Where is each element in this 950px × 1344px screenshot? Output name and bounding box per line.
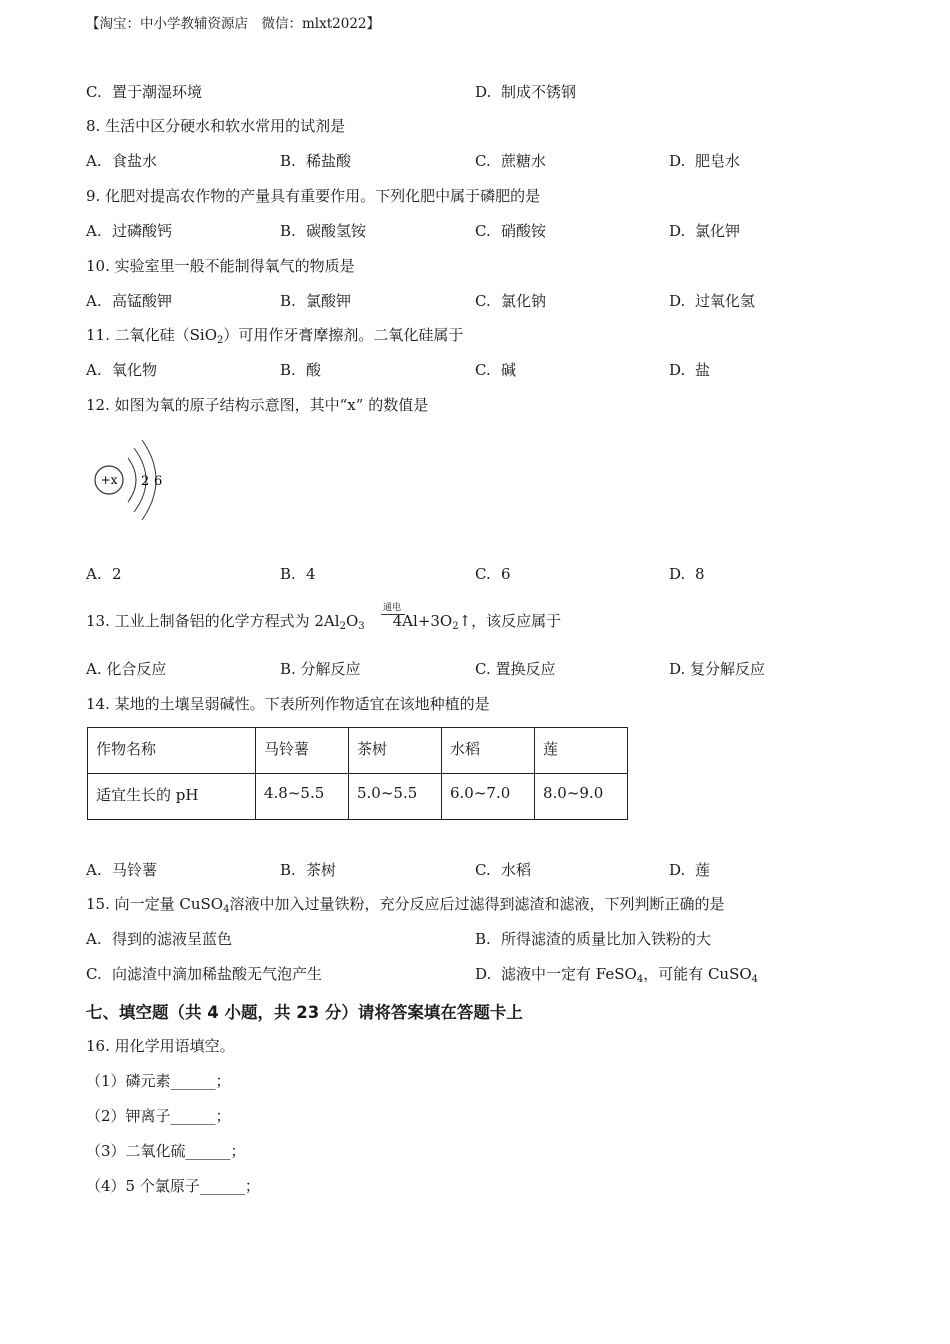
- q12-option-d[interactable]: D. 8: [669, 565, 705, 583]
- q14-stem: 14. 某地的土壤呈弱碱性。下表所列作物适宜在该地种植的是: [86, 695, 490, 713]
- table-cell: 8.0~9.0: [535, 774, 628, 820]
- q9-stem: 9. 化肥对提高农作物的产量具有重要作用。下列化肥中属于磷肥的是: [86, 187, 541, 205]
- table-cell: 马铃薯: [256, 728, 349, 774]
- q9-option-a[interactable]: A. 过磷酸钙: [86, 222, 173, 240]
- q15-option-a[interactable]: A. 得到的滤液呈蓝色: [86, 930, 233, 948]
- page-header: 【淘宝：中小学教辅资源店 微信：mlxt2022】: [86, 16, 381, 32]
- table-cell: 4.8~5.5: [256, 774, 349, 820]
- q7-option-d[interactable]: D. 制成不锈钢: [475, 83, 577, 101]
- q16-item-1[interactable]: （1）磷元素______；: [86, 1072, 231, 1090]
- q12-stem: 12. 如图为氧的原子结构示意图，其中“x” 的数值是: [86, 396, 429, 414]
- q8-option-c[interactable]: C. 蔗糖水: [475, 152, 547, 170]
- section-heading: 七、填空题（共 4 小题，共 23 分）请将答案填在答题卡上: [86, 1003, 523, 1022]
- q15-option-b[interactable]: B. 所得滤渣的质量比加入铁粉的大: [475, 930, 712, 948]
- shell-2-electrons: 6: [154, 474, 163, 489]
- table-cell: 6.0~7.0: [442, 774, 535, 820]
- q16-item-4[interactable]: （4）5 个氯原子______；: [86, 1177, 260, 1195]
- q11-option-d[interactable]: D. 盐: [669, 361, 711, 379]
- table-header-row: [88, 728, 628, 774]
- oxygen-atom-diagram: [92, 438, 182, 522]
- q7-option-c[interactable]: C. 置于潮湿环境: [86, 83, 203, 101]
- q16-stem: 16. 用化学用语填空。: [86, 1037, 235, 1055]
- q12-option-b[interactable]: B. 4: [280, 565, 316, 583]
- table-cell: 5.0~5.5: [349, 774, 442, 820]
- q13-option-d[interactable]: D. 复分解反应: [669, 660, 766, 678]
- table-cell: 莲: [535, 728, 628, 774]
- q9-option-b[interactable]: B. 碳酸氢铵: [280, 222, 367, 240]
- shell-1-electrons: 2: [141, 474, 150, 489]
- reaction-condition: 通电: [383, 603, 402, 613]
- table-cell: 作物名称: [88, 728, 256, 774]
- q11-option-b[interactable]: B. 酸: [280, 361, 322, 379]
- q14-option-b[interactable]: B. 茶树: [280, 861, 337, 879]
- q14-option-c[interactable]: C. 水稻: [475, 861, 532, 879]
- q13-option-a[interactable]: A. 化合反应: [86, 660, 167, 678]
- table-cell: 适宜生长的 pH: [88, 774, 256, 820]
- q16-item-2[interactable]: （2）钾离子______；: [86, 1107, 231, 1125]
- q10-option-b[interactable]: B. 氯酸钾: [280, 292, 352, 310]
- q16-item-3[interactable]: （3）二氧化硫______；: [86, 1142, 246, 1160]
- q9-option-c[interactable]: C. 硝酸铵: [475, 222, 547, 240]
- q8-stem: 8. 生活中区分硬水和软水常用的试剂是: [86, 117, 346, 135]
- table-cell: 茶树: [349, 728, 442, 774]
- q10-stem: 10. 实验室里一般不能制得氧气的物质是: [86, 257, 355, 275]
- q8-option-b[interactable]: B. 稀盐酸: [280, 152, 352, 170]
- reaction-equals-line: [381, 614, 405, 615]
- q10-option-c[interactable]: C. 氯化钠: [475, 292, 547, 310]
- q14-option-d[interactable]: D. 莲: [669, 861, 711, 879]
- table-row: [88, 774, 628, 820]
- ph-table: [87, 727, 628, 820]
- q11-stem: 11. 二氧化硅（SiO$_2$）可用作牙膏摩擦剂。二氧化硅属于: [86, 326, 464, 346]
- q13-option-b[interactable]: B. 分解反应: [280, 660, 361, 678]
- q15-option-d[interactable]: D. 滤液中一定有 FeSO$_4$，可能有 CuSO$_4$: [475, 965, 759, 985]
- q12-option-a[interactable]: A. 2: [86, 565, 122, 583]
- q15-stem: 15. 向一定量 CuSO$_4$溶液中加入过量铁粉，充分反应后过滤得到滤渣和滤液，下列判断正确的是: [86, 895, 725, 915]
- q8-option-a[interactable]: A. 食盐水: [86, 152, 158, 170]
- q12-option-c[interactable]: C. 6: [475, 565, 511, 583]
- q15-option-c[interactable]: C. 向滤渣中滴加稀盐酸无气泡产生: [86, 965, 323, 983]
- nucleus-label: +x: [100, 473, 118, 487]
- q8-option-d[interactable]: D. 肥皂水: [669, 152, 741, 170]
- q13-stem: 13. 工业上制备铝的化学方程式为 $2Al_2O_3$ $4Al+3O_2↑$，该反应属于: [86, 612, 562, 632]
- q13-option-c[interactable]: C. 置换反应: [475, 660, 556, 678]
- q11-option-a[interactable]: A. 氧化物: [86, 361, 158, 379]
- q11-option-c[interactable]: C. 碱: [475, 361, 517, 379]
- q10-option-a[interactable]: A. 高锰酸钾: [86, 292, 173, 310]
- q10-option-d[interactable]: D. 过氧化氢: [669, 292, 756, 310]
- q14-option-a[interactable]: A. 马铃薯: [86, 861, 158, 879]
- shell-1-arc: [128, 458, 136, 502]
- table-cell: 水稻: [442, 728, 535, 774]
- q9-option-d[interactable]: D. 氯化钾: [669, 222, 741, 240]
